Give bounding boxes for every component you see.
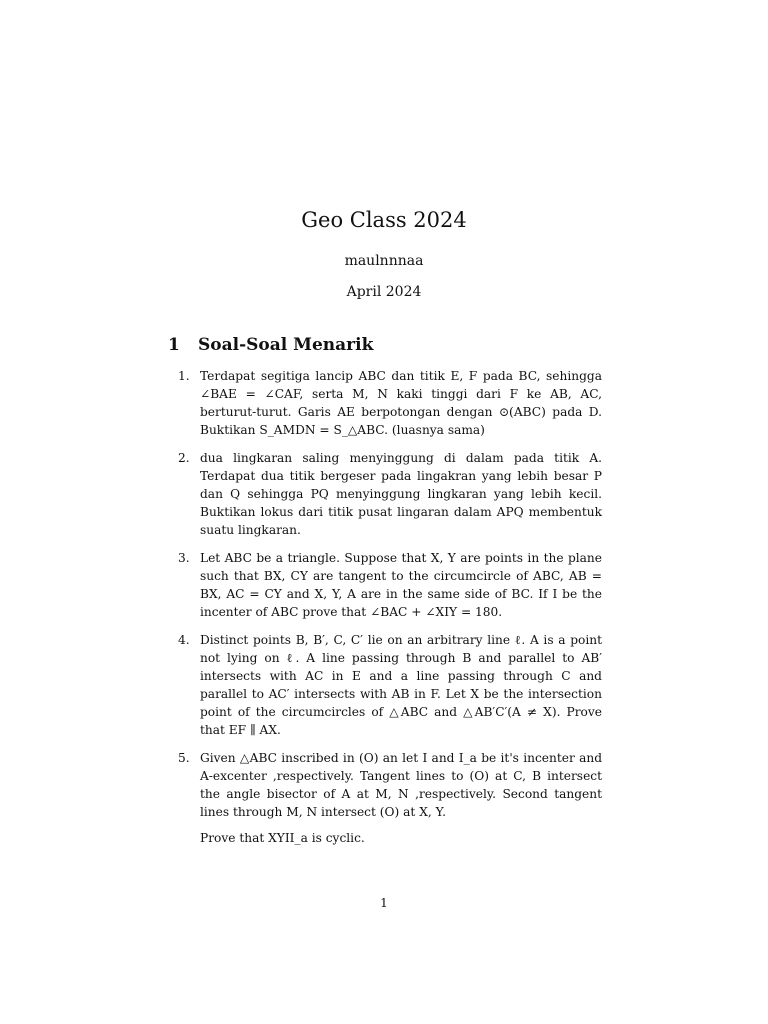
problem-item bbox=[178, 631, 602, 739]
problem-number: 5. bbox=[178, 751, 190, 765]
page-number: 1 bbox=[380, 896, 388, 910]
paper-date: April 2024 bbox=[346, 284, 422, 300]
section-number: 1 bbox=[168, 335, 180, 355]
problem-number: 2. bbox=[178, 451, 190, 465]
problem-item bbox=[178, 367, 602, 439]
problem-number: 4. bbox=[178, 633, 190, 647]
problem-text: Let ABC be a triangle. Suppose that X, Y are points in the plane such that BX, CY are tangent to the circumcircle of ABC, AB = BX, AC = CY and X, Y, A are in the same side of BC. If I be the incenter of ABC prove that ∠BAC + ∠XIY = 180. bbox=[200, 551, 602, 619]
problem-text: dua lingkaran saling menyinggung di dalam pada titik A. Terdapat dua titik bergeser pada lingakran yang lebih besar P dan Q sehingga PQ menyinggung lingkaran yang lebih kecil. Buktikan lokus dari titik pusat lingaran dalam APQ membentuk suatu lingkaran. bbox=[200, 451, 602, 537]
problem-text: Prove that XYII_a is cyclic. bbox=[200, 831, 365, 845]
problem-text: Distinct points B, B′, C, C′ lie on an arbitrary line ℓ. A is a point not lying on ℓ. A line passing through B and parallel to AB′ intersects with AC in E and a line passing through C and parallel to AC′ intersects with AB in F. Let X be the intersection point of the circumcircles of △ABC and △AB′C′(A ≠ X). Prove that EF ∥ AX. bbox=[200, 633, 602, 737]
problem-text: Terdapat segitiga lancip ABC dan titik E, F pada BC, sehingga ∠BAE = ∠CAF, serta M, N kaki tinggi dari F ke AB, AC, berturut-turut. Garis AE berpotongan dengan ⊙(ABC) pada D. Buktikan S_AMDN = S_△ABC. (luasnya sama) bbox=[200, 369, 602, 437]
problem-item bbox=[178, 749, 602, 847]
problem-item bbox=[178, 549, 602, 621]
problem-number: 1. bbox=[178, 369, 190, 383]
section-title: Soal-Soal Menarik bbox=[198, 335, 374, 355]
author-name: maulnnnaa bbox=[344, 253, 424, 269]
paper-title: Geo Class 2024 bbox=[301, 208, 467, 232]
problem-number: 3. bbox=[178, 551, 190, 565]
problem-item bbox=[178, 449, 602, 539]
section-heading bbox=[168, 333, 373, 357]
problem-list bbox=[178, 367, 602, 857]
problem-text: Given △ABC inscribed in (O) an let I and I_a be it's incenter and A-excenter ,respectively. Tangent lines to (O) at C, B intersect the angle bisector of A at M, N ,respectively. Second tangent lines through M, N intersect (O) at X, Y. bbox=[200, 751, 602, 819]
